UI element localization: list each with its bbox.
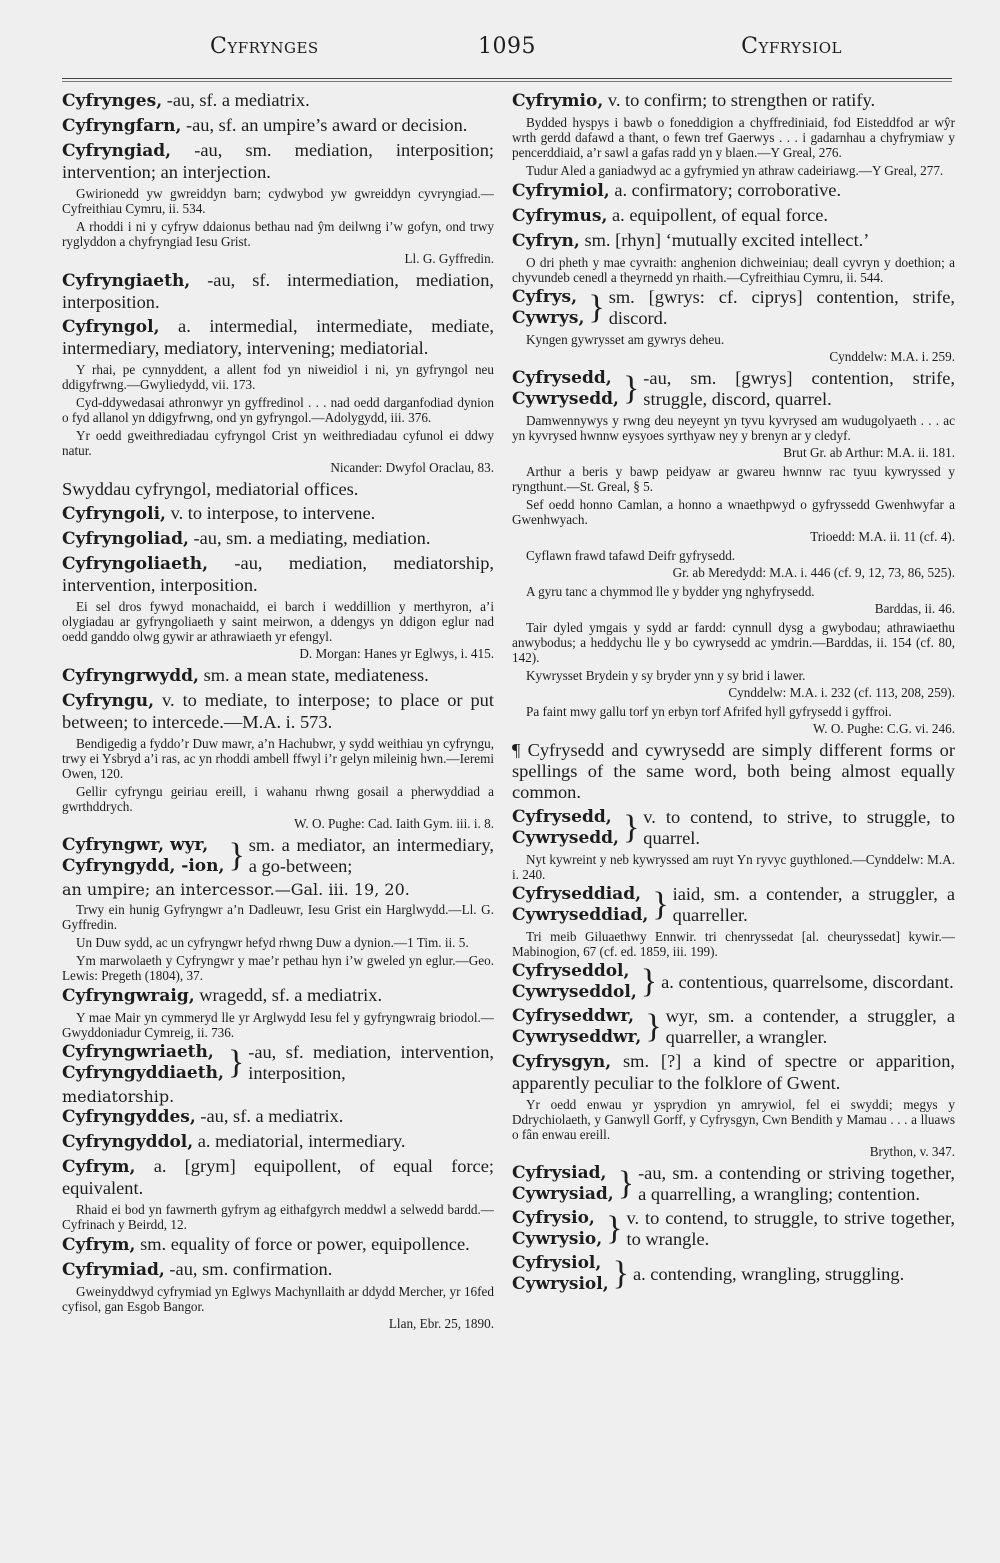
definition: -au, sm. a mediating, mediation. [188, 528, 431, 548]
citation: Llan, Ebr. 25, 1890. [388, 1316, 494, 1331]
quotation: Cyd-ddywedasai athronwyr yn gyffredinol . . . nad oedd darganfodiad dynion o fyd allanol yn ddigyfrwng, ond yn gyfryngol.—Adolygydd, iii. 376. [62, 395, 494, 425]
definition: a. [grym] equipollent, of equal force; equivalent. [62, 1156, 494, 1198]
headword: Cyfryngfarn, [62, 116, 182, 136]
headword: Cyfrynges, [62, 91, 163, 111]
dictionary-entry [62, 1131, 494, 1153]
definition: a. equipollent, of equal force. [607, 205, 829, 225]
headword: Cyfryngwraig, [62, 986, 195, 1006]
definition: -au, mediation, mediatorship, intervention, interposition. [62, 553, 494, 595]
definition: sm. equality of force or power, equipollence. [135, 1234, 470, 1254]
definition: v. to interpose, to intervene. [165, 503, 376, 523]
paired-headwords [512, 884, 648, 926]
citation: Brut Gr. ab Arthur: M.A. ii. 181. [783, 445, 955, 460]
headword: Cyfryngoliaeth, [62, 554, 209, 574]
quotation: Kyngen gywrysset am gywrys deheu. [526, 332, 725, 347]
paired-entry [512, 1208, 955, 1250]
headword: Cyfryseddol, [512, 961, 630, 981]
citation: Cynddelw: M.A. i. 232 (cf. 113, 208, 259). [728, 685, 955, 700]
headword: Cyfrysedd, [512, 368, 612, 388]
dictionary-entry [62, 1156, 494, 1199]
brace: } [640, 963, 658, 1000]
brace: } [606, 1210, 623, 1247]
definition: -au, sf. a mediatrix. [195, 1106, 344, 1126]
headword: Cyfryngyddes, [62, 1107, 196, 1127]
paired-entry [62, 835, 494, 899]
quotation: Yr oedd enwau yr ysprydion yn amrywiol, fel ei swyddi; megys y Ddrychiolaeth, y Ganwyll Gorff, y Cyfrysgyn, Cwn Bendith y Mamau . . . a lluaws o fân enwau ereill. [512, 1097, 955, 1142]
paired-entry-row [62, 1042, 494, 1084]
headword-line [512, 982, 637, 1003]
definition: v. to contend, to struggle, to strive together, to wrangle. [626, 1208, 955, 1249]
definition: -au, sf. intermediation, mediation, interposition. [62, 270, 494, 312]
quotation: Tudur Aled a ganiadwyd ac a gyfrymied yn athraw cadeiriawg.—Y Greal, 277. [526, 163, 944, 178]
dictionary-entry [62, 1259, 494, 1281]
dictionary-entry [62, 553, 494, 596]
quotation: Y mae Mair yn cymmeryd lle yr Arglwydd Iesu fel y gyfryngwraig briodol.—Gwyddoniadur Cymreig, ii. 736. [62, 1010, 494, 1040]
headword-line [512, 905, 648, 926]
headword: Cyfryngrwydd, [62, 666, 199, 686]
citation: Brython, v. 347. [869, 1144, 955, 1159]
paired-entry [512, 1163, 955, 1205]
quotation: Bydded hyspys i bawb o foneddigion a chyffrediniaid, fod Eisteddfod ar wŷr wrth gerdd dafawd a thant, o fewn tref Gaerwys . . . i gadarnhau a chyfrymiaw y pencerddiaid, a’r sawl a gafas radd yn y blaen.—Y Greal, 276. [512, 115, 955, 160]
page-number: 1095 [478, 34, 536, 59]
plural-suffix: wyr, [164, 835, 209, 855]
paired-entry [512, 807, 955, 849]
quotation: A rhoddi i ni y cyfryw ddaionus bethau nad ŷm deilwng i’w gofyn, ond trwy ryglyddon a chyfryngiad Iesu Grist. [62, 219, 494, 249]
headword: Cyfryseddwr, [512, 1006, 634, 1026]
quotation: Ei sel dros fywyd monachaidd, ei barch i weddillion y merthyron, a’i olygiadau ar gyfryngoliaeth y saint meirwon, a ddengys yn ddigon eglur nad oedd ganddo olwg gywir ar athrawiaeth yr efengyl. [62, 599, 494, 644]
quotation: Kywrysset Brydein y sy bryder ynn y sy brid i lawer. [526, 668, 806, 683]
headword-line [512, 1208, 602, 1229]
headword: Cyfryngwr, [62, 835, 165, 855]
quotation: Pa faint mwy gallu torf yn erbyn torf Afrifed hyll gyfrysedd i gyffroi. [526, 704, 892, 719]
definition: sm. [rhyn] ‘mutually excited intellect.’ [579, 230, 870, 250]
dictionary-entry [62, 528, 494, 550]
definition: -au, sm. [gwrys] contention, strife, struggle, discord, quarrel. [643, 368, 955, 409]
headword-line [512, 1253, 609, 1274]
headword: Cywryseddiad, [512, 905, 649, 925]
headword: Cyfrymiad, [62, 1260, 165, 1280]
dictionary-entry [62, 665, 494, 687]
definition: a. confirmatory; corroborative. [609, 180, 842, 200]
paired-entry [512, 1006, 955, 1048]
quotation: Nyt kywreint y neb kywryssed am ruyt Yn ryvyc guythloned.—Cynddelw: M.A. i. 240. [512, 852, 955, 882]
headword: Cyfrym, [62, 1235, 136, 1255]
brace: } [617, 1165, 635, 1202]
headword-line [512, 884, 648, 905]
quotation: Rhaid ei bod yn fawrnerth gyfrym ag eithafgyrch meddwl a selwedd bardd.—Cyfrinach y Beirdd, 12. [62, 1202, 494, 1232]
quotation: Arthur a beris y bawp peidyaw ar gwareu hwnnw rac tyuu kywryssed y ryngthunt.—St. Greal, § 5. [512, 464, 955, 494]
brace: } [622, 370, 640, 407]
quotation: Gwirionedd yw gwreiddyn barn; cydwybod yw gwreiddyn cyvryngiad.—Cyfreithiau Cymru, ii. 534. [62, 186, 494, 216]
dictionary-entry [62, 985, 494, 1007]
headword-line [512, 1229, 602, 1250]
paired-entry [512, 961, 955, 1003]
citation: Barddas, ii. 46. [874, 601, 955, 616]
paired-headwords [512, 961, 637, 1003]
header-rule-thin [62, 81, 952, 82]
brace: } [612, 1255, 629, 1292]
definition: -au, sf. an umpire’s award or decision. [181, 115, 468, 135]
quotation: Tri meib Giluaethwy Ennwir. tri chenryssedat [al. cheuryssedat] kywir.—Mabinogion, 67 (cf. ed. 1859, iii. 199). [512, 929, 955, 959]
headword: Cyfryngu, [62, 691, 155, 711]
headword: Cywrysio, [512, 1229, 603, 1249]
definition: a. mediatorial, intermediary. [193, 1131, 406, 1151]
headword: Cyfrysgyn, [512, 1052, 612, 1072]
headword: Cyfryseddiad, [512, 884, 641, 904]
headword: Cyfryngyddol, [62, 1132, 194, 1152]
headword-line [512, 1184, 614, 1205]
citation: Nicander: Dwyfol Oraclau, 83. [330, 460, 494, 475]
brace: } [588, 289, 605, 326]
brace: } [227, 1044, 245, 1081]
dictionary-entry [62, 479, 494, 500]
headword: Cyfrysio, [512, 1208, 595, 1228]
headword: Cywrys, [512, 308, 585, 328]
quotation: Y rhai, pe cynnyddent, a allent fod yn niweidiol i ni, yn gyfryngol neu ddigyfrwng.—Gwyliedydd, vii. 173. [62, 362, 494, 392]
headword: Cyfrymio, [512, 91, 604, 111]
paired-entry [512, 287, 955, 329]
quotation: Bendigedig a fyddo’r Duw mawr, a’n Hachubwr, y sydd weithiau yn cyfryngu, trwy ei Ysbryd a’i ras, ac yn rhoddi ambell ffwyl i’r gelyn mileinig hwn.—Ieremi Owen, 120. [62, 736, 494, 781]
paired-headwords [512, 1006, 641, 1048]
quotation: Cyflawn frawd tafawd Deifr gyfrysedd. [526, 548, 736, 563]
definition: v. to confirm; to strengthen or ratify. [603, 90, 876, 110]
paired-entry [512, 884, 955, 926]
headword: Cywrysedd, [512, 389, 619, 409]
header-last-word: Cyfrysiol [741, 34, 842, 59]
definition: wragedd, sf. a mediatrix. [194, 985, 383, 1005]
citation: W. O. Pughe: C.G. vi. 246. [812, 721, 955, 736]
definition: v. to mediate, to interpose; to place or put between; to intercede.—M.A. i. 573. [62, 690, 494, 732]
headword: Cywryseddol, [512, 982, 637, 1002]
page-header [62, 34, 952, 74]
paired-headwords [512, 1208, 602, 1250]
headword-line [512, 1274, 609, 1295]
citation: D. Morgan: Hanes yr Eglwys, i. 415. [299, 646, 494, 661]
dictionary-entry [62, 316, 494, 359]
dictionary-entry [62, 270, 494, 313]
quotation: A gyru tanc a chymmod lle y bydder yng nghyfrysedd. [526, 584, 815, 599]
quotation: Gweinyddwyd cyfrymiad yn Eglwys Machynllaith ar ddydd Mercher, yr 16fed cyfisol, gan Esgob Bangor. [62, 1284, 494, 1314]
brace: } [645, 1008, 662, 1045]
headword-line [512, 287, 584, 308]
definition: -au, sf. mediation, intervention, interposition, [248, 1042, 494, 1083]
headword: Cyfryngol, [62, 317, 160, 337]
quotation: Yr oedd gweithrediadau cyfryngol Crist yn weithrediadau cyfunol ei ddwy natur. [62, 428, 494, 458]
definition: sm. [?] a kind of spectre or apparition, apparently peculiar to the folklore of Gwent. [512, 1051, 955, 1093]
headword: Cyfrysiad, [512, 1163, 607, 1183]
citation: Trioedd: M.A. ii. 11 (cf. 4). [810, 529, 955, 544]
usage-note: ¶ Cyfrysedd and cywrysedd are simply different forms or spellings of the same word, both being almost equally common. [512, 740, 955, 802]
dictionary-entry [512, 205, 955, 227]
quotation: Tair dyled ymgais y sydd ar fardd: cynnull dysg a gwybodau; athrawiaethu anwybodus; a heddychu lle y bo cywrysedd ac ymdrin.—Barddas, ii. 154 (cf. 80, 142). [512, 620, 955, 665]
paired-entry-row [512, 1208, 955, 1250]
headword: Cywryseddwr, [512, 1027, 642, 1047]
definition: v. to contend, to strive, to struggle, to quarrel. [643, 807, 955, 848]
headword-line [512, 389, 619, 410]
headword-line [62, 856, 224, 877]
paired-entry-row [512, 368, 955, 410]
header-rule [62, 78, 952, 79]
headword-line [62, 835, 224, 856]
header-first-word: Cyfrynges [210, 34, 319, 59]
headword: Cyfryngyddiaeth, [62, 1063, 224, 1083]
paired-entry [512, 1253, 955, 1295]
dictionary-entry [62, 90, 494, 112]
headword: Cyfryngydd, [62, 856, 176, 876]
headword: Cyfryn, [512, 231, 580, 251]
quotation: Sef oedd honno Camlan, a honno a wnaethpwyd o gyfryssedd Gwenhwyfar a Gwenhwyach. [512, 497, 955, 527]
paired-entry-row [512, 961, 955, 1003]
dictionary-entry [62, 115, 494, 137]
plural-suffix: -ion, [175, 856, 225, 876]
headword-line [512, 1006, 641, 1027]
paired-headwords [512, 287, 584, 329]
citation: Cynddelw: M.A. i. 259. [829, 349, 955, 364]
dictionary-entry [512, 230, 955, 252]
paired-headwords [512, 368, 619, 410]
headword-line [512, 1163, 614, 1184]
headword: Cywrysiol, [512, 1274, 609, 1294]
definition: iaid, sm. a contender, a struggler, a quarreller. [672, 884, 955, 925]
headword: Cyfrymus, [512, 206, 608, 226]
dictionary-entry [62, 1234, 494, 1256]
paired-headwords [512, 807, 619, 849]
definition: a. contending, wrangling, struggling. [632, 1263, 905, 1284]
quotation: Ym marwolaeth y Cyfryngwr y mae’r pethau hyn i’w gweled yn eglur.—Geo. Lewis: Pregeth (1804), 37. [62, 953, 494, 983]
paired-entry [512, 368, 955, 410]
dictionary-entry [62, 140, 494, 183]
definition-continued: mediatorship. [62, 1087, 175, 1106]
headword: Cywrysiad, [512, 1184, 614, 1204]
definition: sm. a mean state, mediateness. [198, 665, 429, 685]
definition: a. intermedial, intermediate, mediate, intermediary, mediatory, intervening; mediatorial. [62, 316, 494, 358]
dictionary-entry [62, 1106, 494, 1128]
paired-headwords [62, 835, 224, 877]
definition: a. contentious, quarrelsome, discordant. [661, 971, 954, 992]
paired-entry-row [512, 1253, 955, 1295]
paired-entry-row [512, 884, 955, 926]
headword: Cyfrymiol, [512, 181, 610, 201]
headword-line [512, 308, 584, 329]
dictionary-entry [62, 503, 494, 525]
definition: -au, sm. mediation, interposition; intervention; an interjection. [62, 140, 494, 182]
brace: } [622, 809, 640, 846]
headword: Cyfrysedd, [512, 807, 612, 827]
citation: Ll. G. Gyffredin. [404, 251, 494, 266]
dictionary-entry [512, 90, 955, 112]
headword: Cywrysedd, [512, 828, 619, 848]
paired-entry-row [512, 1006, 955, 1048]
headword: Cyfryngiaeth, [62, 271, 191, 291]
quotation: Trwy ein hunig Gyfryngwr a’n Dadleuwr, Iesu Grist ein Harglwydd.—Ll. G. Gyffredin. [62, 902, 494, 932]
headword: Cyfrysiol, [512, 1253, 602, 1273]
paired-entry [62, 1042, 494, 1106]
definition: sm. a mediator, an intermediary, a go-between; [248, 835, 494, 876]
headword: Cyfryngwriaeth, [62, 1042, 214, 1062]
headword-line [62, 1063, 224, 1084]
quotation: O dri pheth y mae cyvraith: anghenion dichweiniau; deall cyvryn y doethion; a chyvundeb cenedl a theyrnedd yn rhaith.—Cyfreithiau Cymru, ii. 544. [512, 255, 955, 285]
left-column [62, 90, 494, 1510]
quotation: Gellir cyfryngu geiriau ereill, i wahanu rhwng gosail a pherwyddiad a gwrthddrych. [62, 784, 494, 814]
citation: Gr. ab Meredydd: M.A. i. 446 (cf. 9, 12, 73, 86, 525). [672, 565, 955, 580]
dictionary-entry [512, 180, 955, 202]
paired-entry-row [62, 835, 494, 877]
brace: } [228, 837, 245, 874]
paired-headwords [512, 1163, 614, 1205]
citation: W. O. Pughe: Cad. Iaith Gym. iii. i. 8. [294, 816, 494, 831]
headword: Cyfrys, [512, 287, 578, 307]
headword: Cyfryngoli, [62, 504, 166, 524]
definition: wyr, sm. a contender, a struggler, a quarreller, a wrangler. [665, 1006, 955, 1047]
quotation: Un Duw sydd, ac un cyfryngwr hefyd rhwng Duw a dynion.—1 Tim. ii. 5. [76, 935, 469, 950]
paired-headwords [62, 1042, 224, 1084]
definition: sm. [gwrys: cf. ciprys] contention, strife, discord. [608, 287, 955, 328]
headword-line [512, 961, 637, 982]
definition: -au, sf. a mediatrix. [162, 90, 310, 110]
headword-line [512, 368, 619, 389]
definition-continued: an umpire; an intercessor.—Gal. iii. 19, 20. [62, 880, 410, 899]
definition: Swyddau cyfryngol, mediatorial offices. [62, 479, 359, 499]
paired-headwords [512, 1253, 609, 1295]
definition: -au, sm. confirmation. [164, 1259, 333, 1279]
quotation: Damwennywys y rwng deu neyeynt yn tyvu kyvrysed am wudugolyaeth . . . ac yn kyvrysed hwnnw eysyoes syrthyaw ney y brenyn ar y cledyf. [512, 413, 955, 443]
paired-entry-row [512, 287, 955, 329]
headword: Cyfrym, [62, 1157, 136, 1177]
headword-line [512, 807, 619, 828]
right-column [512, 90, 955, 1510]
headword: Cyfryngiad, [62, 141, 172, 161]
headword-line [512, 1027, 641, 1048]
dictionary-entry [62, 690, 494, 733]
paired-entry-row [512, 1163, 955, 1205]
paired-entry-row [512, 807, 955, 849]
dictionary-entry [512, 1051, 955, 1094]
headword-line [62, 1042, 224, 1063]
headword-line [512, 828, 619, 849]
definition: -au, sm. a contending or striving together, a quarrelling, a wrangling; contention. [638, 1163, 955, 1204]
brace: } [652, 886, 669, 923]
headword: Cyfryngoliad, [62, 529, 189, 549]
